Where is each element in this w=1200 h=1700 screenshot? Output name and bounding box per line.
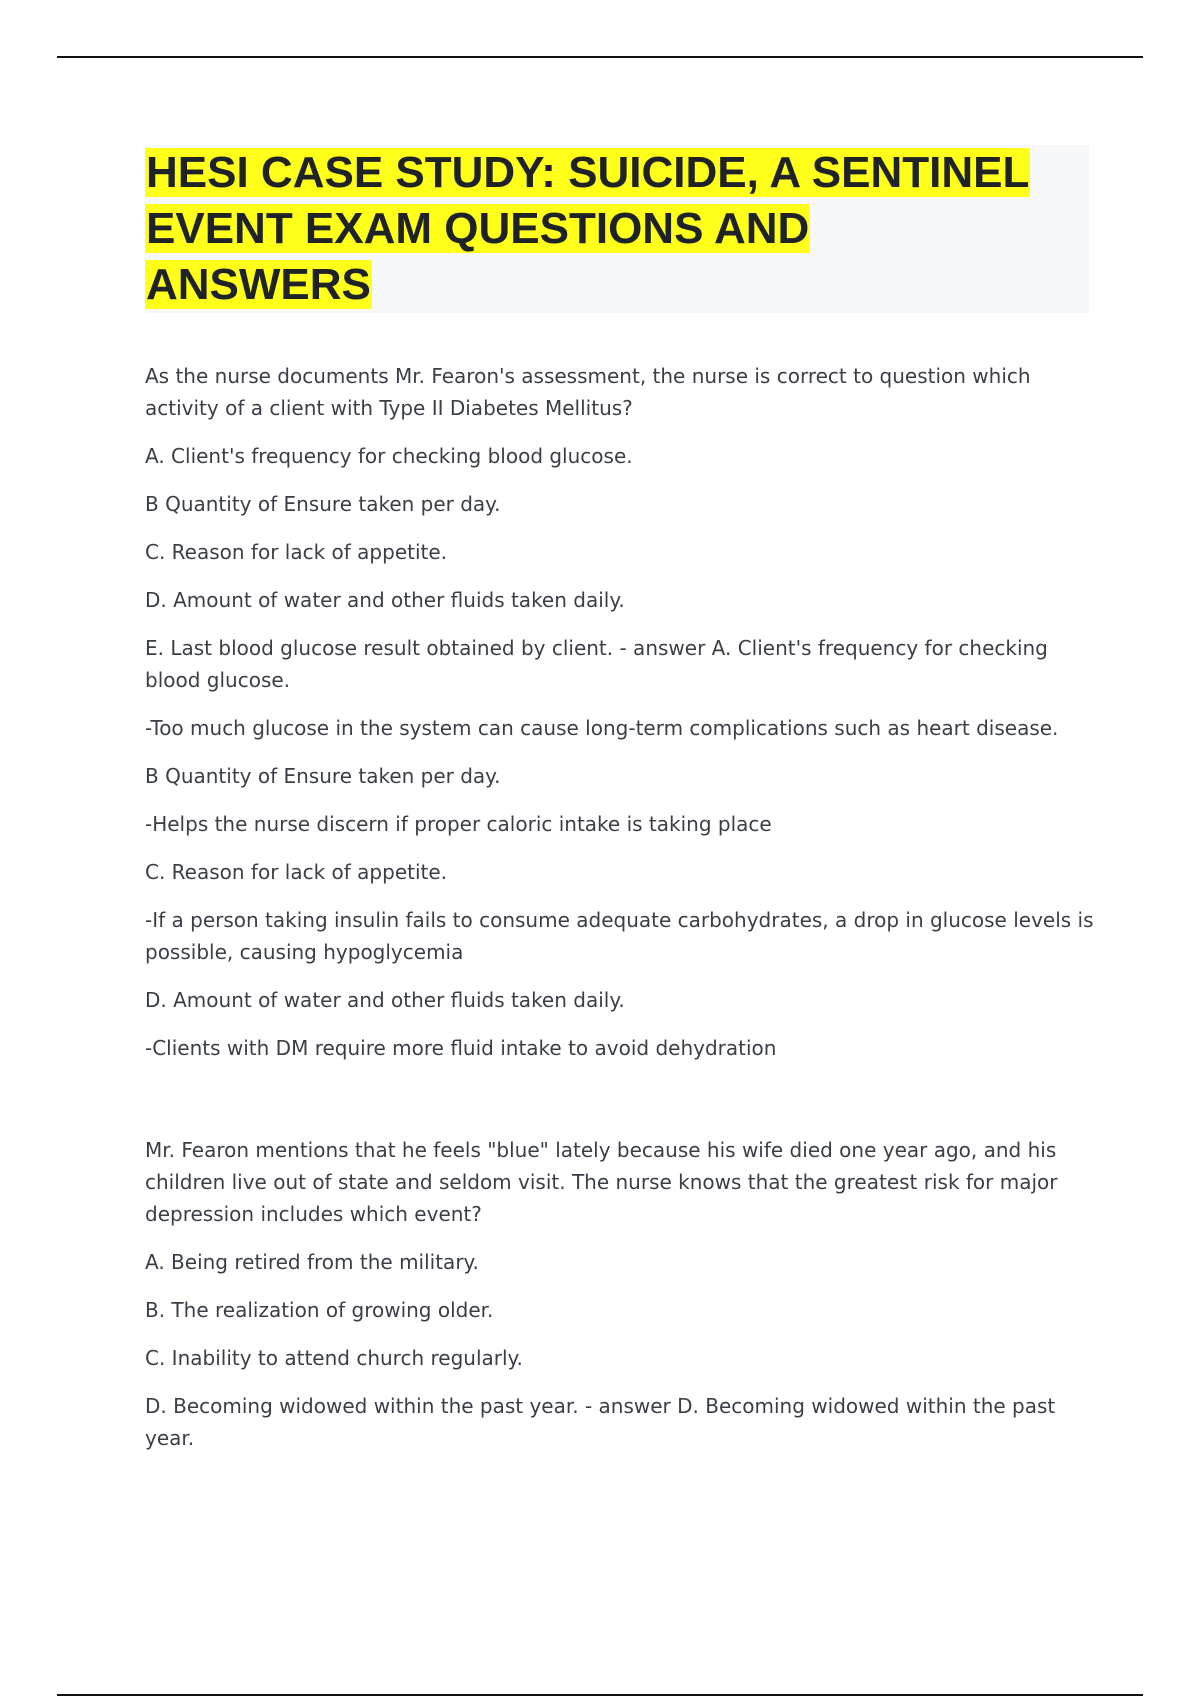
top-rule	[57, 56, 1143, 58]
question-1-line: E. Last blood glucose result obtained by client. - answer A. Client's frequency for checking blood glucose.	[145, 636, 1048, 692]
bottom-rule	[57, 1694, 1143, 1696]
question-2-line: C. Inability to attend church regularly.	[145, 1346, 523, 1370]
question-1-line: -Helps the nurse discern if proper caloric intake is taking place	[145, 812, 772, 836]
document-title	[145, 145, 1045, 313]
document-body	[145, 360, 1095, 1470]
question-2-line: B. The realization of growing older.	[145, 1298, 494, 1322]
question-2-line: D. Becoming widowed within the past year. - answer D. Becoming widowed within the past year.	[145, 1394, 1056, 1450]
question-1-line: D. Amount of water and other fluids taken daily.	[145, 588, 625, 612]
title-block	[145, 145, 1089, 313]
question-2-stem: Mr. Fearon mentions that he feels "blue" lately because his wife died one year ago, and his children live out of state and seldom visit. The nurse knows that the greatest risk for major depression includes which event?	[145, 1138, 1058, 1226]
question-1-line: C. Reason for lack of appetite.	[145, 860, 448, 884]
question-1-line: D. Amount of water and other fluids taken daily.	[145, 988, 625, 1012]
question-1-line: C. Reason for lack of appetite.	[145, 540, 448, 564]
question-1-line: -If a person taking insulin fails to consume adequate carbohydrates, a drop in glucose levels is possible, causing hypoglycemia	[145, 908, 1094, 964]
question-1-line: B Quantity of Ensure taken per day.	[145, 492, 501, 516]
question-2-line: A. Being retired from the military.	[145, 1250, 479, 1274]
question-1-line: -Too much glucose in the system can cause long-term complications such as heart disease.	[145, 716, 1059, 740]
question-1-line: A. Client's frequency for checking blood glucose.	[145, 444, 633, 468]
question-1-line: B Quantity of Ensure taken per day.	[145, 764, 501, 788]
document-title-text: HESI CASE STUDY: SUICIDE, A SENTINEL EVENT EXAM QUESTIONS AND ANSWERS	[146, 148, 1030, 309]
question-1-line: -Clients with DM require more fluid intake to avoid dehydration	[145, 1036, 777, 1060]
question-1-stem: As the nurse documents Mr. Fearon's assessment, the nurse is correct to question which activity of a client with Type II Diabetes Mellitus?	[145, 364, 1031, 420]
